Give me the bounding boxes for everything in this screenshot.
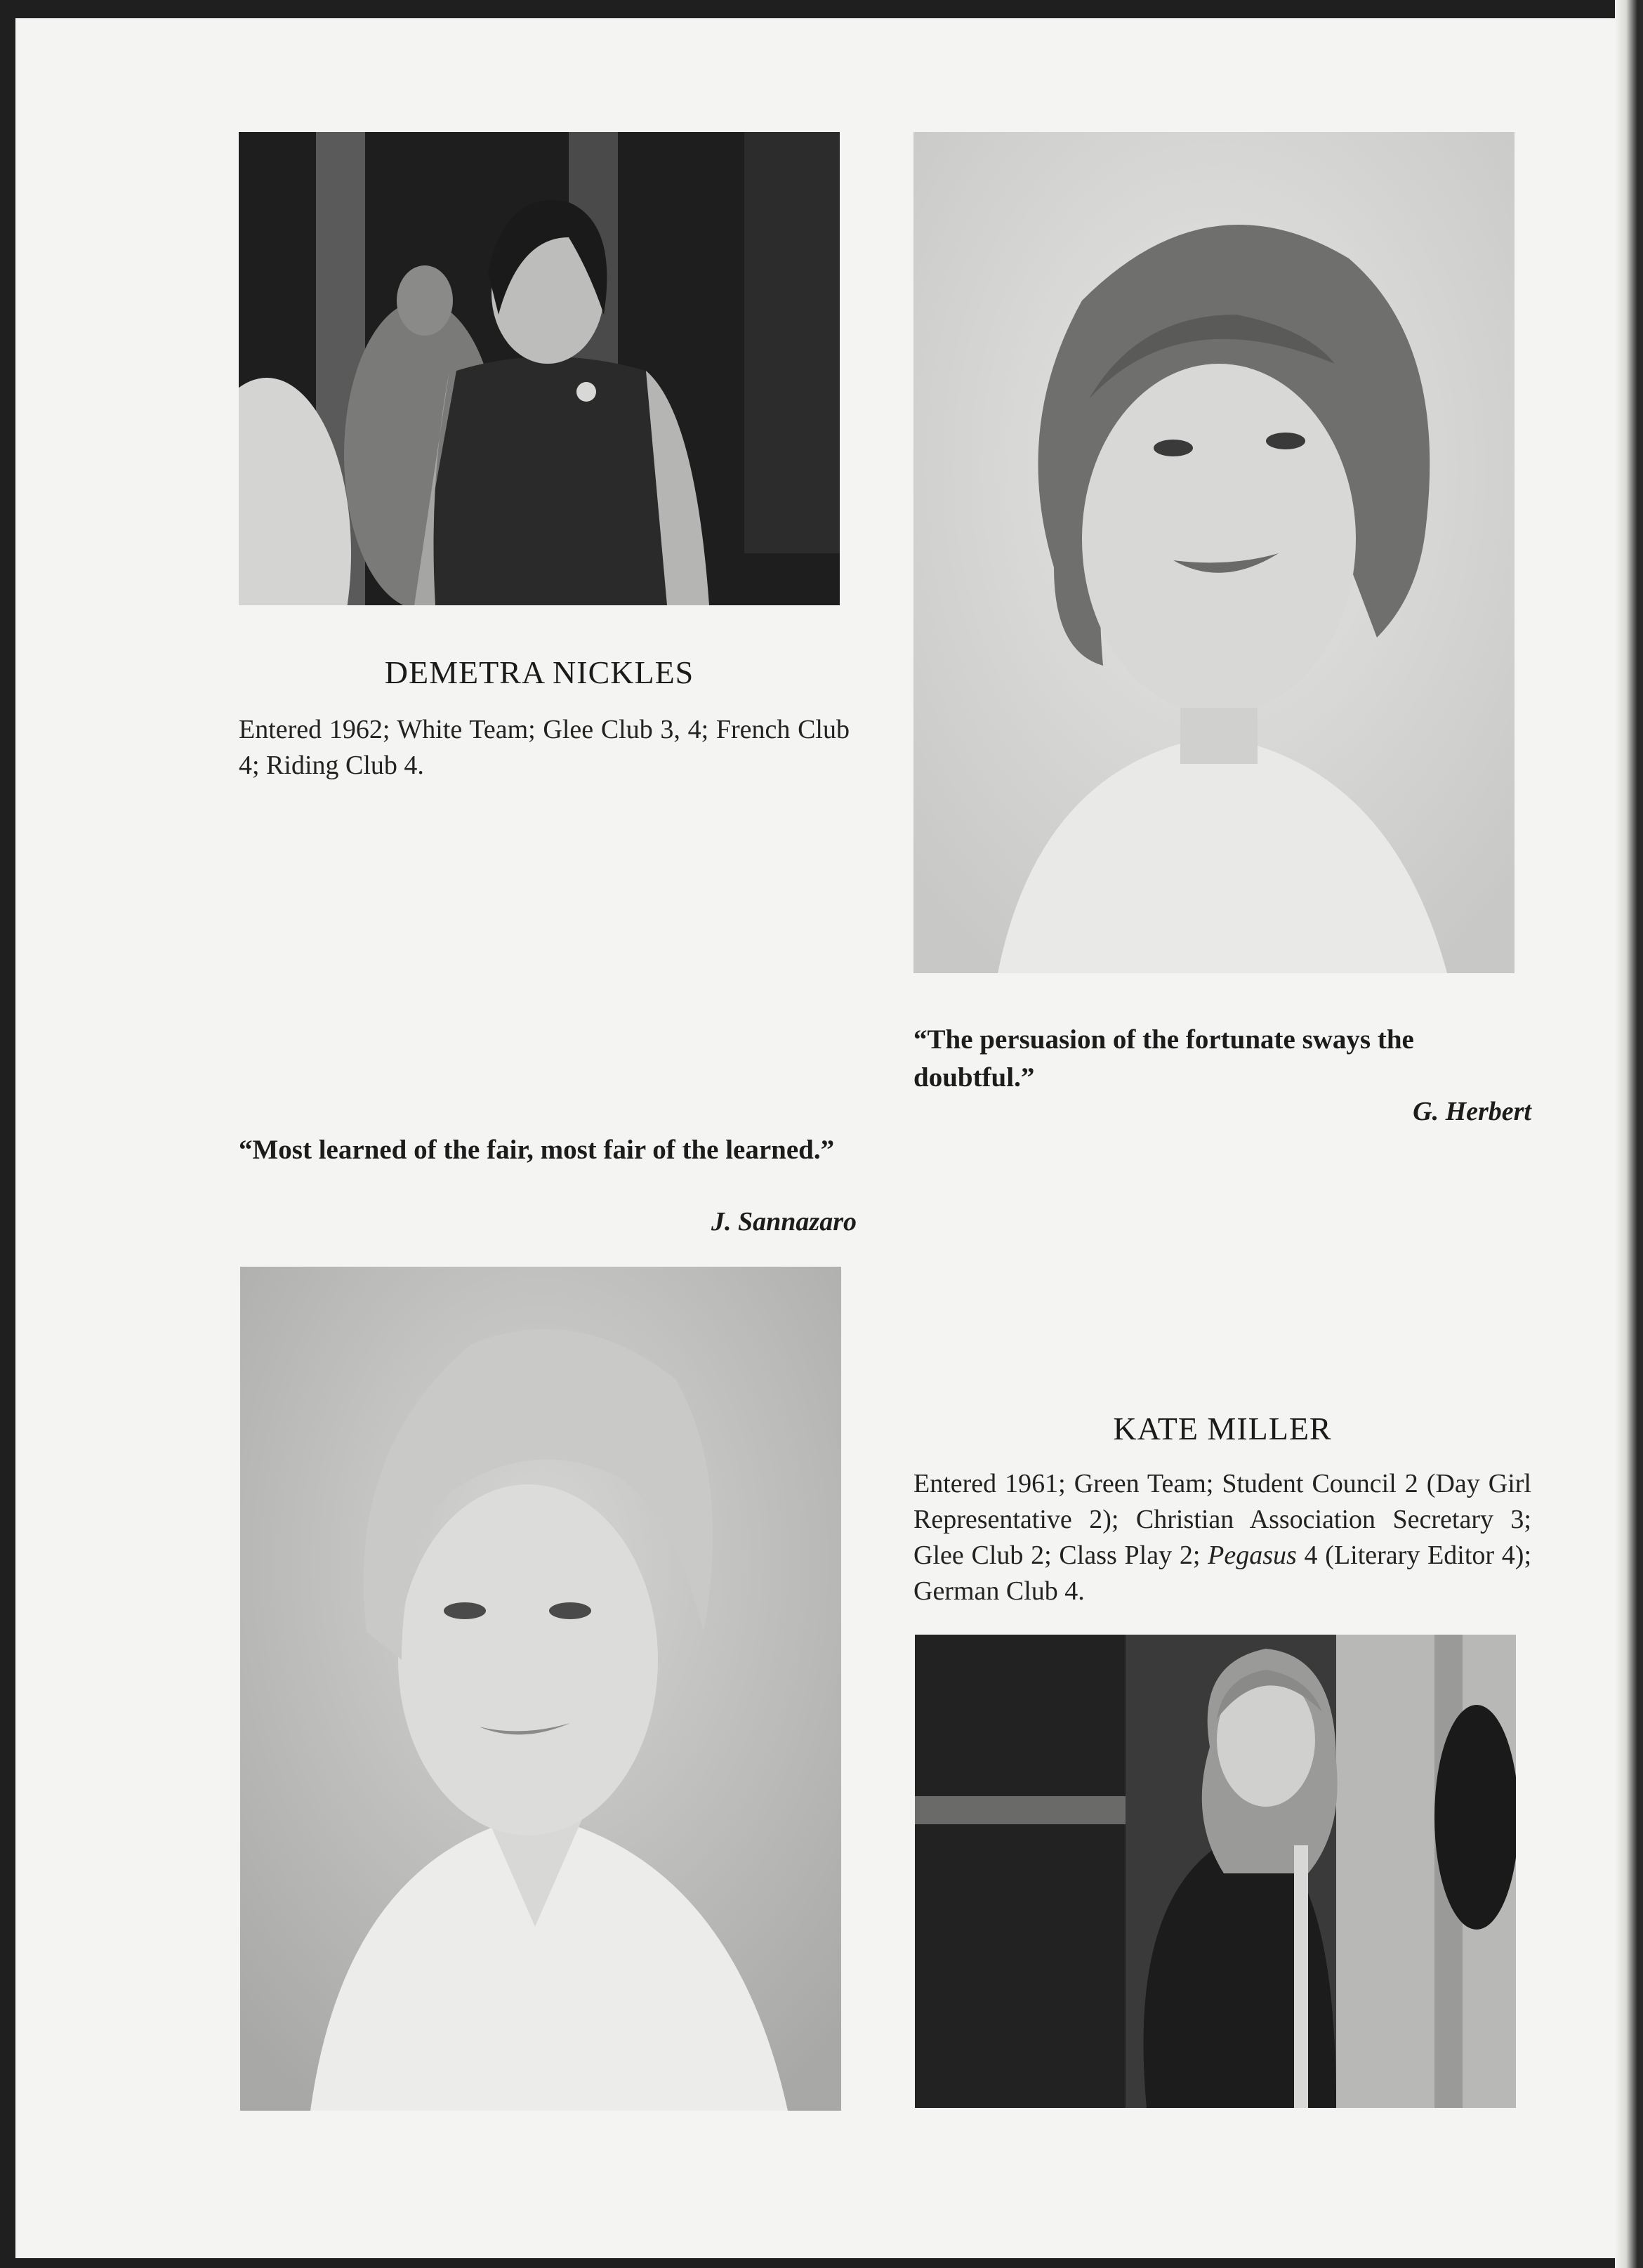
page-edge-shadow [1615,0,1643,2268]
student-bio-kate-text-end: 4 (Literary Editor 4); German Club 4. [913,1541,1532,1606]
yearbook-page [15,18,1616,2258]
quote-demetra: “Most learned of the fair, most fair of the learned.” [239,1135,835,1165]
student-bio-demetra: Entered 1962; White Team; Glee Club 3, 4; French Club 4; Riding Club 4. [239,715,850,780]
portrait-photo-kate [913,132,1515,973]
candid-photo-kate [915,1635,1516,2108]
candid-photo-demetra [239,132,840,605]
student-bio-kate [913,1466,1531,1609]
student-bio-kate-text: Entered 1961; Green Team; Student Council 2 (Day Girl Representative 2); Christian Association Secretary 3; Glee Club 2; Class Play 2; [913,1469,1531,1570]
student-name-demetra: DEMETRA NICKLES [384,654,694,690]
quote-kate: “The persuasion of the fortunate sways the doubtful.” [913,1024,1414,1093]
quote-author-demetra: J. Sannazaro [711,1207,857,1237]
student-name-kate: KATE MILLER [1113,1411,1332,1446]
portrait-photo-demetra [240,1267,841,2111]
publication-name-pegasus: Pegasus [1208,1541,1297,1570]
quote-author-kate: G. Herbert [1413,1097,1531,1126]
